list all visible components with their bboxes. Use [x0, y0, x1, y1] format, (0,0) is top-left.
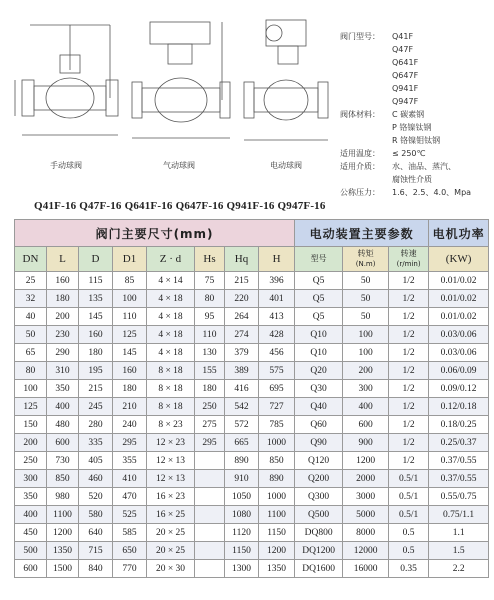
cell-l: 1350 [47, 542, 79, 560]
cell-speed: 1/2 [389, 344, 429, 362]
cell-speed: 0.5 [389, 524, 429, 542]
group-header-actuator: 电动装置主要参数 [295, 220, 429, 247]
cell-h: 428 [259, 326, 295, 344]
valve-drawings [0, 0, 340, 180]
cell-d: 145 [79, 308, 113, 326]
cell-dn: 400 [15, 506, 47, 524]
cell-zd: 4 × 18 [147, 344, 195, 362]
cell-dn: 450 [15, 524, 47, 542]
cell-d1: 160 [113, 362, 147, 380]
cell-h: 850 [259, 452, 295, 470]
cell-speed: 1/2 [389, 308, 429, 326]
cell-power: 0.09/0.12 [429, 380, 489, 398]
spec-medium: 适用介质： 水、油品、蒸汽、 腐蚀性介质 [340, 162, 456, 184]
cell-power: 0.25/0.37 [429, 434, 489, 452]
cell-hs: 110 [195, 326, 225, 344]
cell-h: 575 [259, 362, 295, 380]
cell-l: 230 [47, 326, 79, 344]
cell-speed: 1/2 [389, 290, 429, 308]
cell-hq: 1080 [225, 506, 259, 524]
cell-hs [195, 524, 225, 542]
cell-d1: 210 [113, 398, 147, 416]
cell-zd: 12 × 13 [147, 452, 195, 470]
cell-power: 0.75/1.1 [429, 506, 489, 524]
cell-hq: 665 [225, 434, 259, 452]
spec-list [340, 30, 490, 199]
cell-l: 400 [47, 398, 79, 416]
cell-torque: 16000 [343, 560, 389, 578]
cell-d1: 125 [113, 326, 147, 344]
cell-d: 280 [79, 416, 113, 434]
col-hq: Hq [225, 247, 259, 272]
cell-hq: 572 [225, 416, 259, 434]
cell-d1: 770 [113, 560, 147, 578]
table-row [15, 398, 489, 416]
cell-h: 1100 [259, 506, 295, 524]
cell-torque: 100 [343, 326, 389, 344]
cell-torque: 100 [343, 344, 389, 362]
cell-hs: 130 [195, 344, 225, 362]
cell-speed: 0.5/1 [389, 506, 429, 524]
cell-l: 200 [47, 308, 79, 326]
caption-pneumatic: 气动球阀 [163, 161, 195, 170]
cell-dn: 350 [15, 488, 47, 506]
cell-zd: 4 × 18 [147, 326, 195, 344]
cell-hq: 264 [225, 308, 259, 326]
col-dn: DN [15, 247, 47, 272]
cell-hs [195, 542, 225, 560]
cell-speed: 1/2 [389, 326, 429, 344]
cell-power: 2.2 [429, 560, 489, 578]
cell-d1: 585 [113, 524, 147, 542]
cell-hs [195, 488, 225, 506]
cell-l: 350 [47, 380, 79, 398]
cell-dn: 600 [15, 560, 47, 578]
cell-d: 840 [79, 560, 113, 578]
cell-zd: 4 × 14 [147, 272, 195, 290]
cell-h: 1150 [259, 524, 295, 542]
cell-zd: 4 × 18 [147, 308, 195, 326]
cell-l: 730 [47, 452, 79, 470]
cell-h: 401 [259, 290, 295, 308]
cell-torque: 8000 [343, 524, 389, 542]
cell-d: 215 [79, 380, 113, 398]
cell-speed: 1/2 [389, 398, 429, 416]
col-power: (KW) [429, 247, 489, 272]
cell-power: 0.06/0.09 [429, 362, 489, 380]
cell-hs [195, 452, 225, 470]
cell-model: Q200 [295, 470, 343, 488]
cell-d1: 525 [113, 506, 147, 524]
spec-temperature: 适用温度： ≤ 250℃ [340, 149, 426, 158]
cell-power: 0.12/0.18 [429, 398, 489, 416]
cell-zd: 20 × 30 [147, 560, 195, 578]
cell-model: Q5 [295, 272, 343, 290]
cell-d: 405 [79, 452, 113, 470]
cell-model: Q40 [295, 398, 343, 416]
col-d1: D1 [113, 247, 147, 272]
cell-dn: 65 [15, 344, 47, 362]
cell-hq: 910 [225, 470, 259, 488]
cell-d: 195 [79, 362, 113, 380]
table-row [15, 308, 489, 326]
cell-d: 520 [79, 488, 113, 506]
cell-d1: 180 [113, 380, 147, 398]
cell-hs: 95 [195, 308, 225, 326]
cell-torque: 200 [343, 362, 389, 380]
cell-hq: 890 [225, 452, 259, 470]
col-h: H [259, 247, 295, 272]
table-row [15, 380, 489, 398]
caption-manual: 手动球阀 [50, 161, 82, 170]
cell-model: Q5 [295, 308, 343, 326]
table-row [15, 470, 489, 488]
cell-dn: 300 [15, 470, 47, 488]
cell-h: 890 [259, 470, 295, 488]
table-row [15, 524, 489, 542]
cell-dn: 125 [15, 398, 47, 416]
cell-hq: 220 [225, 290, 259, 308]
cell-power: 0.01/0.02 [429, 308, 489, 326]
cell-hq: 389 [225, 362, 259, 380]
cell-speed: 1/2 [389, 416, 429, 434]
table-row [15, 344, 489, 362]
col-l: L [47, 247, 79, 272]
spec-pressure: 公称压力： 1.6、2.5、4.0、Mpa [340, 188, 472, 197]
header-area [0, 0, 494, 200]
manual-valve-drawing [15, 25, 118, 135]
cell-power: 0.01/0.02 [429, 272, 489, 290]
cell-d: 115 [79, 272, 113, 290]
cell-torque: 50 [343, 290, 389, 308]
cell-d: 580 [79, 506, 113, 524]
col-torque: 转矩 (N.m) [343, 247, 389, 272]
cell-model: Q300 [295, 488, 343, 506]
cell-speed: 0.5 [389, 542, 429, 560]
cell-torque: 12000 [343, 542, 389, 560]
cell-d: 180 [79, 344, 113, 362]
cell-speed: 0.5/1 [389, 470, 429, 488]
table-row [15, 434, 489, 452]
cell-dn: 50 [15, 326, 47, 344]
valve-spec-table [14, 219, 489, 578]
cell-l: 480 [47, 416, 79, 434]
cell-zd: 8 × 18 [147, 362, 195, 380]
cell-h: 1000 [259, 434, 295, 452]
cell-torque: 600 [343, 416, 389, 434]
cell-model: Q120 [295, 452, 343, 470]
cell-torque: 3000 [343, 488, 389, 506]
cell-model: DQ1600 [295, 560, 343, 578]
cell-hs: 275 [195, 416, 225, 434]
cell-d: 135 [79, 290, 113, 308]
electric-valve-drawing [244, 20, 328, 140]
cell-d1: 295 [113, 434, 147, 452]
cell-hq: 1150 [225, 542, 259, 560]
cell-h: 727 [259, 398, 295, 416]
cell-hs [195, 470, 225, 488]
cell-d1: 355 [113, 452, 147, 470]
cell-l: 180 [47, 290, 79, 308]
cell-l: 1500 [47, 560, 79, 578]
cell-d: 640 [79, 524, 113, 542]
cell-l: 600 [47, 434, 79, 452]
cell-zd: 8 × 18 [147, 398, 195, 416]
cell-l: 850 [47, 470, 79, 488]
cell-l: 1200 [47, 524, 79, 542]
cell-hq: 1120 [225, 524, 259, 542]
cell-torque: 50 [343, 308, 389, 326]
col-model: 型号 [295, 247, 343, 272]
cell-dn: 32 [15, 290, 47, 308]
group-header-power: 电机功率 [429, 220, 489, 247]
cell-d1: 145 [113, 344, 147, 362]
cell-d: 335 [79, 434, 113, 452]
cell-zd: 12 × 23 [147, 434, 195, 452]
cell-speed: 1/2 [389, 380, 429, 398]
cell-power: 0.01/0.02 [429, 290, 489, 308]
table-row [15, 542, 489, 560]
cell-zd: 16 × 25 [147, 506, 195, 524]
col-speed: 转速 (r/min) [389, 247, 429, 272]
cell-zd: 16 × 23 [147, 488, 195, 506]
cell-dn: 40 [15, 308, 47, 326]
cell-hs [195, 560, 225, 578]
table-row [15, 452, 489, 470]
cell-d: 715 [79, 542, 113, 560]
cell-torque: 2000 [343, 470, 389, 488]
cell-zd: 20 × 25 [147, 542, 195, 560]
cell-dn: 150 [15, 416, 47, 434]
cell-model: Q60 [295, 416, 343, 434]
table-body [15, 272, 489, 578]
spec-model: 阀门型号： Q41F Q47F Q641F Q647F Q941F Q947F [340, 32, 419, 106]
col-d: D [79, 247, 113, 272]
cell-speed: 0.35 [389, 560, 429, 578]
cell-speed: 0.5/1 [389, 488, 429, 506]
cell-l: 160 [47, 272, 79, 290]
cell-hs: 75 [195, 272, 225, 290]
cell-hs: 80 [195, 290, 225, 308]
cell-dn: 100 [15, 380, 47, 398]
table-row [15, 560, 489, 578]
cell-l: 290 [47, 344, 79, 362]
cell-model: Q500 [295, 506, 343, 524]
cell-speed: 1/2 [389, 452, 429, 470]
cell-torque: 900 [343, 434, 389, 452]
col-zd: Z · d [147, 247, 195, 272]
cell-hs: 250 [195, 398, 225, 416]
cell-h: 413 [259, 308, 295, 326]
cell-h: 785 [259, 416, 295, 434]
cell-hq: 542 [225, 398, 259, 416]
models-line: Q41F-16 Q47F-16 Q641F-16 Q647F-16 Q941F-16 Q947F-16 [34, 200, 326, 212]
cell-model: Q10 [295, 326, 343, 344]
cell-power: 0.37/0.55 [429, 470, 489, 488]
cell-dn: 500 [15, 542, 47, 560]
cell-speed: 1/2 [389, 434, 429, 452]
cell-model: Q5 [295, 290, 343, 308]
cell-torque: 400 [343, 398, 389, 416]
table-row [15, 290, 489, 308]
cell-h: 1350 [259, 560, 295, 578]
pneumatic-valve-drawing [132, 22, 230, 138]
spec-material: 阀体材料： C 碳素钢 P 铬镍钛钢 R 铬镍钼钛钢 [340, 110, 441, 145]
cell-power: 1.5 [429, 542, 489, 560]
group-header-dimensions: 阀门主要尺寸(mm) [15, 220, 295, 247]
cell-d1: 110 [113, 308, 147, 326]
cell-dn: 250 [15, 452, 47, 470]
cell-torque: 300 [343, 380, 389, 398]
cell-power: 0.37/0.55 [429, 452, 489, 470]
cell-d: 160 [79, 326, 113, 344]
table-row [15, 326, 489, 344]
cell-dn: 80 [15, 362, 47, 380]
cell-hq: 1300 [225, 560, 259, 578]
table-row [15, 506, 489, 524]
cell-h: 396 [259, 272, 295, 290]
cell-d1: 100 [113, 290, 147, 308]
table-row [15, 272, 489, 290]
cell-model: Q20 [295, 362, 343, 380]
cell-h: 1000 [259, 488, 295, 506]
cell-hq: 1050 [225, 488, 259, 506]
cell-d: 245 [79, 398, 113, 416]
cell-model: Q90 [295, 434, 343, 452]
cell-zd: 8 × 23 [147, 416, 195, 434]
cell-speed: 1/2 [389, 362, 429, 380]
cell-torque: 1200 [343, 452, 389, 470]
table-row [15, 488, 489, 506]
cell-hq: 274 [225, 326, 259, 344]
cell-hs [195, 506, 225, 524]
cell-d1: 650 [113, 542, 147, 560]
cell-d1: 240 [113, 416, 147, 434]
table-row [15, 362, 489, 380]
cell-torque: 50 [343, 272, 389, 290]
col-hs: Hs [195, 247, 225, 272]
cell-zd: 8 × 18 [147, 380, 195, 398]
cell-h: 1200 [259, 542, 295, 560]
cell-power: 1.1 [429, 524, 489, 542]
cell-hs: 295 [195, 434, 225, 452]
cell-model: Q30 [295, 380, 343, 398]
caption-electric: 电动球阀 [270, 161, 302, 170]
cell-l: 1100 [47, 506, 79, 524]
cell-model: Q10 [295, 344, 343, 362]
cell-d: 460 [79, 470, 113, 488]
cell-l: 980 [47, 488, 79, 506]
cell-model: DQ1200 [295, 542, 343, 560]
cell-h: 695 [259, 380, 295, 398]
cell-power: 0.55/0.75 [429, 488, 489, 506]
cell-model: DQ800 [295, 524, 343, 542]
cell-power: 0.03/0.06 [429, 344, 489, 362]
cell-h: 456 [259, 344, 295, 362]
cell-d1: 410 [113, 470, 147, 488]
cell-hq: 416 [225, 380, 259, 398]
cell-d1: 470 [113, 488, 147, 506]
cell-dn: 25 [15, 272, 47, 290]
cell-hs: 155 [195, 362, 225, 380]
cell-l: 310 [47, 362, 79, 380]
cell-zd: 20 × 25 [147, 524, 195, 542]
cell-dn: 200 [15, 434, 47, 452]
cell-zd: 4 × 18 [147, 290, 195, 308]
cell-speed: 1/2 [389, 272, 429, 290]
cell-torque: 5000 [343, 506, 389, 524]
cell-hq: 379 [225, 344, 259, 362]
cell-power: 0.03/0.06 [429, 326, 489, 344]
cell-power: 0.18/0.25 [429, 416, 489, 434]
cell-hq: 215 [225, 272, 259, 290]
table-row [15, 416, 489, 434]
cell-hs: 180 [195, 380, 225, 398]
cell-d1: 85 [113, 272, 147, 290]
cell-zd: 12 × 13 [147, 470, 195, 488]
